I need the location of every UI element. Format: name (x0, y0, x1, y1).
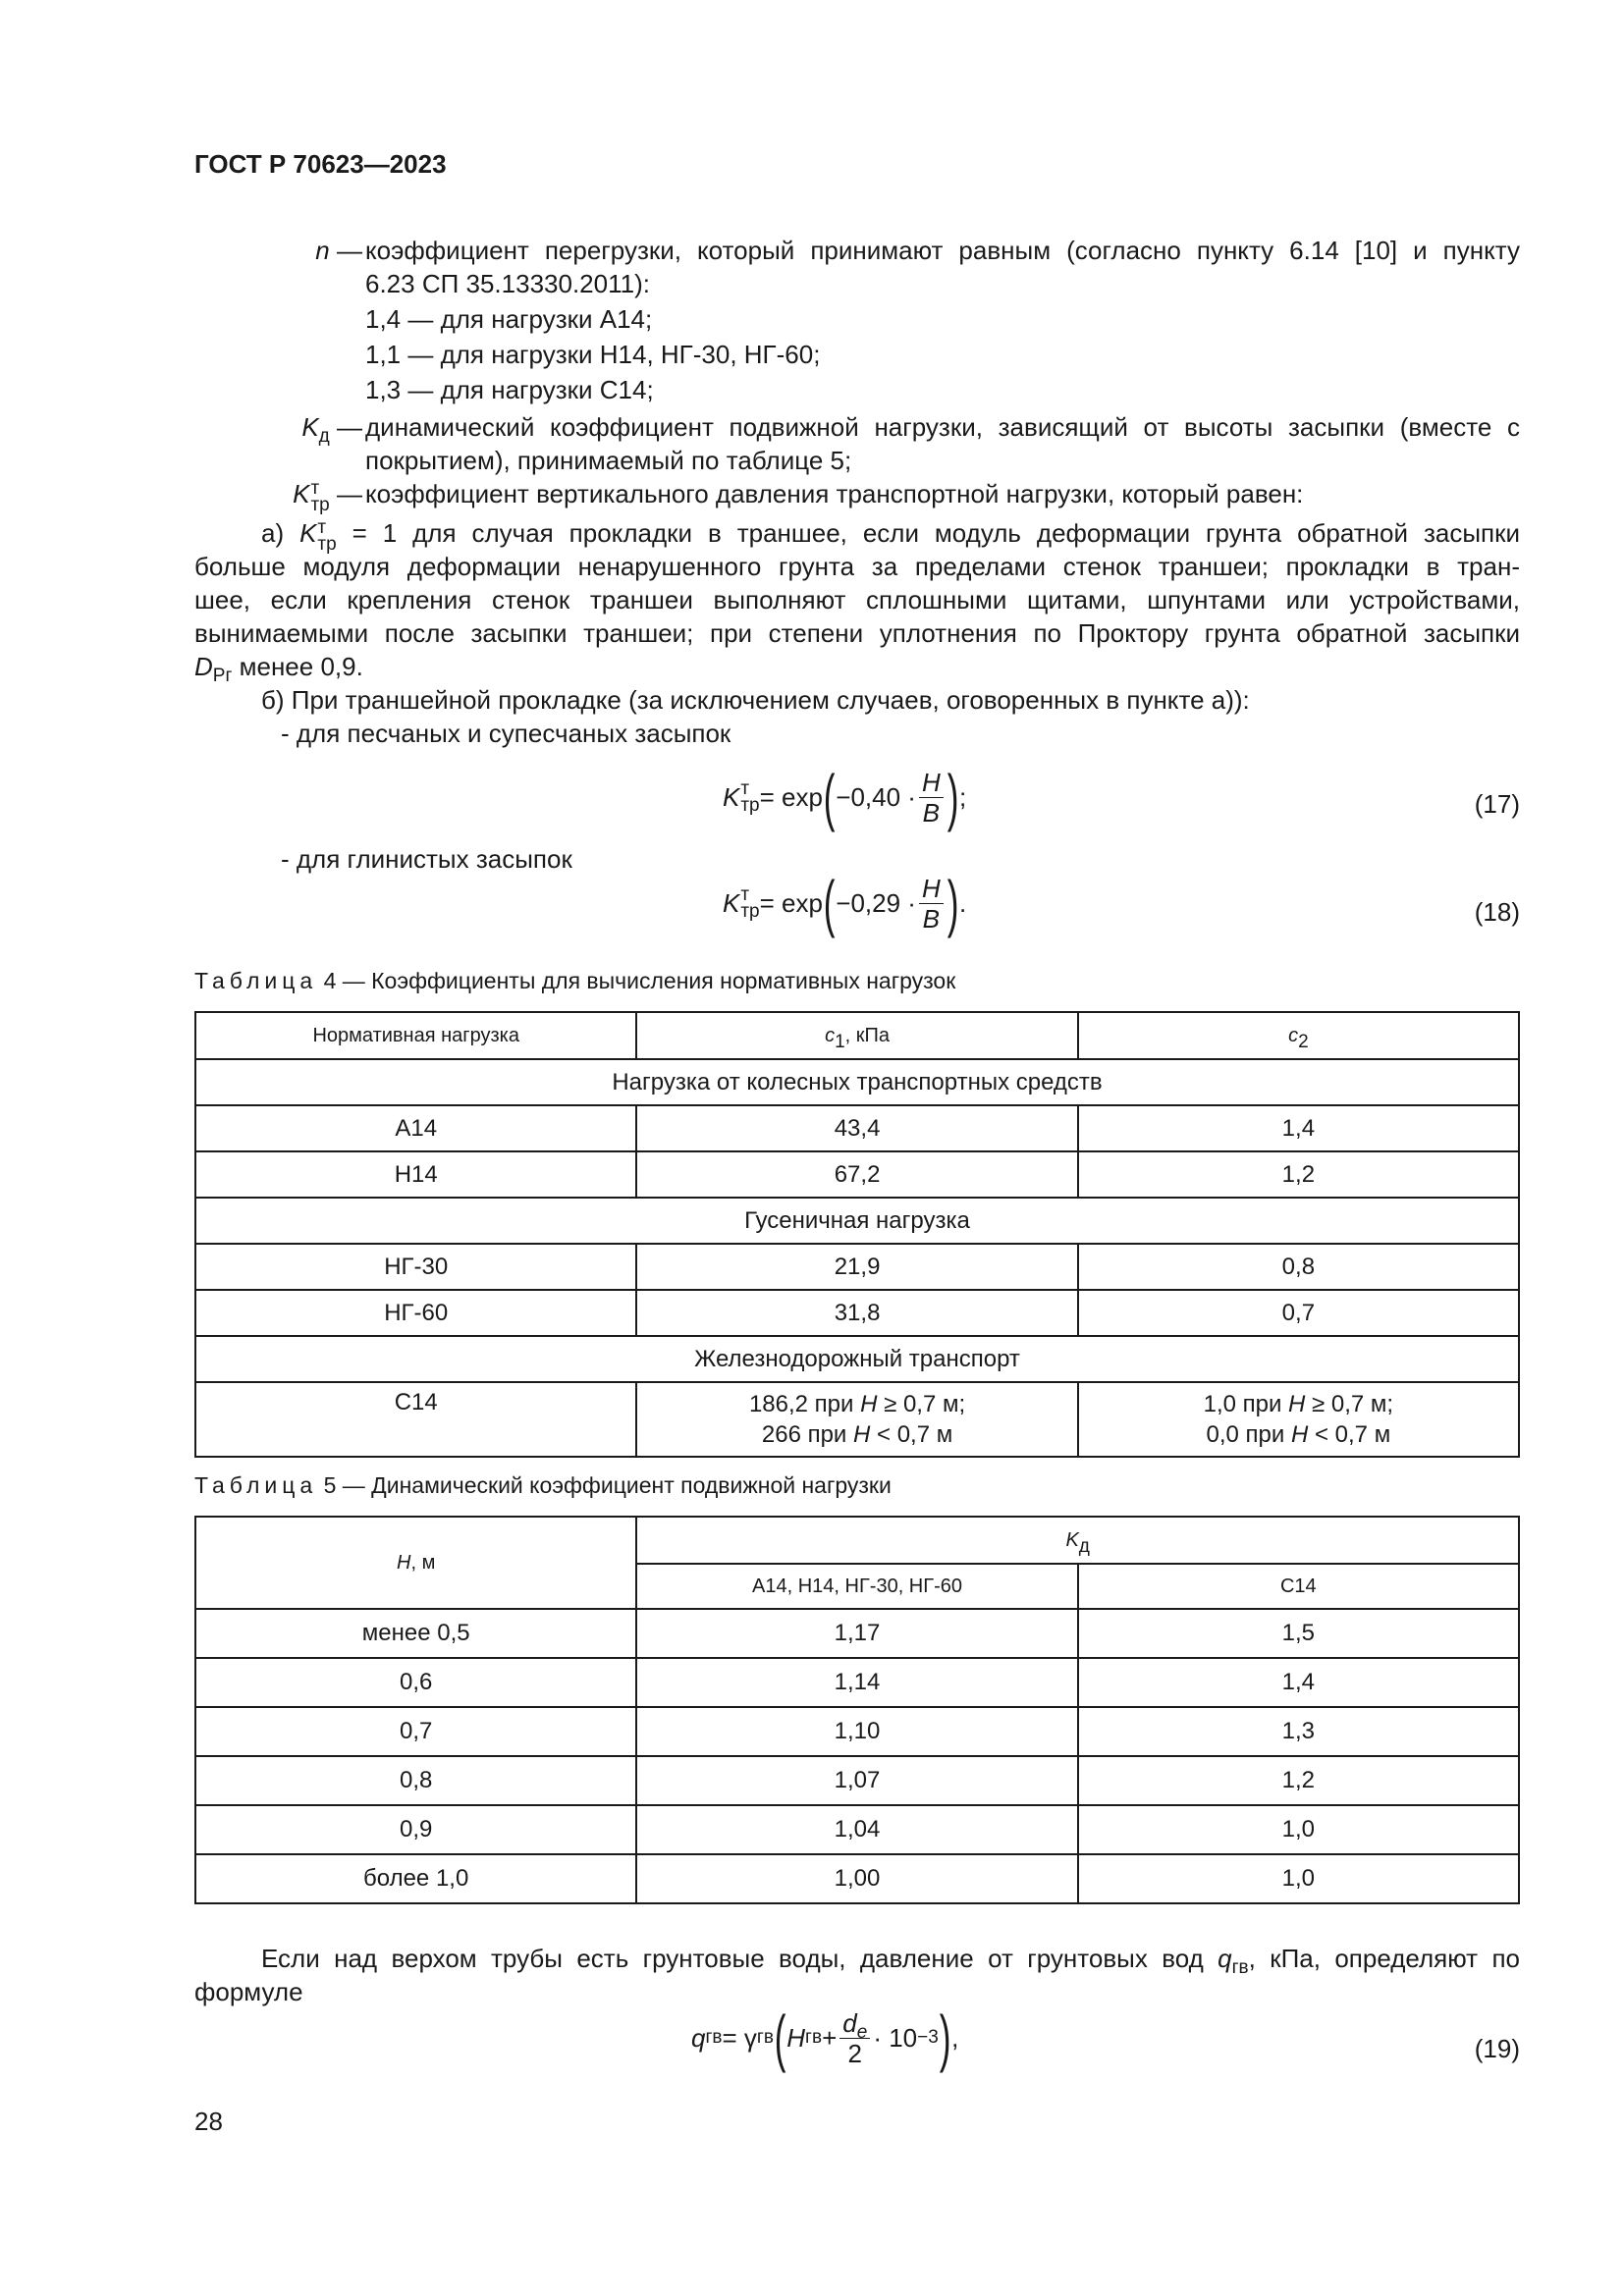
table5-header-kd (636, 1517, 1519, 1564)
eq-number-19: (19) (1474, 2034, 1520, 2063)
n-item-3: 1,3 — для нагрузки С14; (365, 375, 654, 404)
table5-cell-kd2: 1,2 (1078, 1756, 1519, 1805)
table4-cell-c1: 21,9 (636, 1244, 1077, 1290)
table-row (195, 1756, 1519, 1805)
f18-k: K (723, 887, 740, 918)
table4-cell-load: Н14 (195, 1151, 636, 1198)
c14-c1-l1b: ≥ 0,7 м; (877, 1391, 966, 1417)
kd-symbol: K (301, 412, 319, 442)
table4-cell-load: НГ-60 (195, 1290, 636, 1336)
table5-header-col2: С14 (1078, 1564, 1519, 1609)
table5-cell-kd2: 1,0 (1078, 1805, 1519, 1854)
f18-sup: т (740, 884, 750, 905)
table5-cell-kd1: 1,17 (636, 1609, 1077, 1658)
table4-section-row (195, 1336, 1519, 1382)
table4-cell-c1: 43,4 (636, 1105, 1077, 1151)
formula-19: q гв = γ гв ( H гв + $\frac{d_e}{2}$ · 10 −3 ) , (691, 2002, 959, 2073)
f18-tail: . (959, 887, 967, 918)
table5-cell-kd1: 1,14 (636, 1658, 1077, 1707)
table-row (195, 1805, 1519, 1854)
f19-fraction (839, 2008, 870, 2068)
f18-sub: тр (740, 901, 760, 922)
table4-cell-c1 (636, 1382, 1077, 1457)
f17-num: H (919, 768, 944, 798)
table4-cell-load: А14 (195, 1105, 636, 1151)
ktr-definition: коэффициент вертикального давления транспортной нагрузки, который равен: (365, 479, 1304, 508)
table4-cell-c2 (1078, 1382, 1519, 1457)
f17-eq: = exp (759, 781, 823, 812)
table4-cell-c2: 1,2 (1078, 1151, 1519, 1198)
ktr-dash: — (329, 479, 362, 508)
document-header: ГОСТ Р 70623—2023 (194, 149, 447, 179)
c14-c1-line1 (643, 1389, 1070, 1419)
h-symbol: H (397, 1551, 411, 1574)
para-a-line1 (261, 516, 1520, 553)
ktr-sup: т (310, 478, 320, 499)
table-row (195, 1382, 1519, 1457)
table4-cell-c1: 67,2 (636, 1151, 1077, 1198)
table5-cell-kd2: 1,4 (1078, 1658, 1519, 1707)
table4-cell-c2: 1,4 (1078, 1105, 1519, 1151)
table4-header-c2 (1078, 1012, 1519, 1059)
c1-sub: 1 (835, 1031, 845, 1052)
table5-cell-h: 0,8 (195, 1756, 636, 1805)
para-a-line5 (194, 650, 363, 686)
table4-section-row (195, 1059, 1519, 1105)
table-5 (194, 1516, 1520, 1904)
clay-label: - для глинистых засыпок (281, 844, 572, 874)
f18-fraction (919, 874, 944, 934)
f19-d-sub: e (856, 2021, 868, 2043)
table4-section-rail: Железнодорожный транспорт (195, 1336, 1519, 1382)
para-a-line1-text: = 1 для случая прокладки в траншее, если модуль деформации грунта обратной засыпки (336, 518, 1520, 548)
table5-caption-text: 5 — Динамический коэффициент подвижной нагрузки (317, 1472, 892, 1498)
c14-c2-l2b: < 0,7 м (1308, 1421, 1391, 1448)
f18-paren-open: ( (823, 868, 836, 938)
sand-label: - для песчаных и супесчаных засыпок (281, 719, 731, 748)
f19-num (839, 2007, 870, 2043)
table-row (195, 1290, 1519, 1336)
n-item-2: 1,1 — для нагрузки Н14, НГ-30, НГ-60; (365, 340, 821, 369)
f19-d: d (842, 2007, 857, 2038)
f19-paren-open: ( (774, 2002, 786, 2073)
table5-cell-h: 0,6 (195, 1658, 636, 1707)
n-definition-line2: 6.23 СП 35.13330.2011): (365, 269, 650, 298)
table-row (195, 1105, 1519, 1151)
table-row (195, 1658, 1519, 1707)
f19-q: q (691, 2022, 706, 2053)
table5-cell-h: менее 0,5 (195, 1609, 636, 1658)
groundwater-q: q (1218, 1944, 1232, 1973)
n-symbol: n (315, 236, 330, 265)
f17-k: K (723, 781, 740, 812)
para-a-line3: шее, если крепления стенок траншеи выполняют сплошными щитами, шпунтами или устройствами, (194, 585, 1520, 614)
table5-header-h (195, 1517, 636, 1609)
c14-c2-l1a: 1,0 при (1203, 1391, 1289, 1417)
groundwater-line2: формуле (194, 1977, 303, 2006)
h-unit: , м (410, 1551, 436, 1574)
f17-den: B (922, 797, 940, 828)
table4-cell-c1: 31,8 (636, 1290, 1077, 1336)
f17-paren-close: ) (947, 762, 959, 832)
kd-subscript: д (318, 426, 330, 447)
table4-cell-c2: 0,8 (1078, 1244, 1519, 1290)
para-a-k-sup: т (317, 517, 327, 538)
para-a-k-sub: тр (317, 534, 337, 555)
table4-cell-load: С14 (195, 1382, 636, 1457)
f17-sub: тр (740, 795, 760, 816)
kd-header-sub: д (1078, 1535, 1090, 1557)
table4-section-row (195, 1198, 1519, 1244)
c2-symbol: c (1288, 1024, 1299, 1046)
eq-number-18: (18) (1474, 897, 1520, 927)
c1-symbol: c (825, 1024, 836, 1046)
table4-caption (194, 968, 955, 994)
c1-unit: , кПа (844, 1024, 891, 1046)
f17-fraction (919, 768, 944, 828)
c14-c2-line1 (1085, 1389, 1512, 1419)
table5-cell-kd2: 1,3 (1078, 1707, 1519, 1756)
kd-definition-line2: покрытием), принимаемый по таблице 5; (365, 446, 852, 475)
f19-den: 2 (847, 2038, 863, 2068)
table4-section-tracked: Гусеничная нагрузка (195, 1198, 1519, 1244)
kd-term (194, 410, 362, 447)
para-a-line5-text: менее 0,9. (232, 652, 363, 681)
table4-header-c1 (636, 1012, 1077, 1059)
f17-sup: т (740, 778, 750, 799)
c14-c2-l1b: ≥ 0,7 м; (1305, 1391, 1394, 1417)
ktr-sub: тр (310, 495, 330, 515)
proctor-d-symbol: D (194, 652, 213, 681)
n-term (194, 234, 362, 267)
n-dash: — (329, 236, 362, 265)
table5-cell-kd1: 1,00 (636, 1854, 1077, 1903)
n-definition-line1: коэффициент перегрузки, который принимают равным (согласно пункту 6.14 [10] и пункту (365, 236, 1520, 265)
table4-caption-text: 4 — Коэффициенты для вычисления нормативных нагрузок (317, 968, 956, 993)
para-a-prefix: а) (261, 518, 300, 548)
f18-eq: = exp (759, 887, 823, 918)
table4-header-load: Нормативная нагрузка (195, 1012, 636, 1059)
c14-c2-line2 (1085, 1419, 1512, 1450)
para-a-line2: больше модуля деформации ненарушенного грунта за пределами стенок траншеи; прокладки в тран- (194, 552, 1520, 581)
c14-c2-l2a: 0,0 при (1206, 1421, 1291, 1448)
f19-mult: · 10 (873, 2022, 918, 2053)
table4-cell-load: НГ-30 (195, 1244, 636, 1290)
page-number: 28 (194, 2107, 223, 2136)
table4-cell-c2: 0,7 (1078, 1290, 1519, 1336)
table5-cell-kd1: 1,07 (636, 1756, 1077, 1805)
table-4 (194, 1011, 1520, 1458)
table-row (195, 1707, 1519, 1756)
f19-h: H (786, 2022, 806, 2053)
c14-c1-l2b: < 0,7 м (870, 1421, 953, 1448)
para-a-k: K (299, 518, 317, 548)
c2-sub: 2 (1298, 1031, 1309, 1052)
table4-caption-word: Таблица (194, 968, 318, 993)
c14-c1-l2a: 266 при (761, 1421, 854, 1448)
f17-tail: ; (959, 781, 967, 812)
c14-c1-l1a: 186,2 при (748, 1391, 861, 1417)
ktr-term (194, 477, 362, 513)
ktr-symbol: K (293, 479, 310, 508)
kd-dash: — (329, 412, 362, 442)
groundwater-q-sub: гв (1231, 1957, 1249, 1978)
f18-den: B (922, 903, 940, 934)
formula-17 (723, 762, 967, 832)
f18-paren-close: ) (947, 868, 959, 938)
kd-definition-line1: динамический коэффициент подвижной нагрузки, зависящий от высоты засыпки (вместе с (365, 412, 1520, 442)
table5-cell-h: 0,7 (195, 1707, 636, 1756)
table4-section-wheeled: Нагрузка от колесных транспортных средств (195, 1059, 1519, 1105)
f19-plus: + (822, 2022, 838, 2053)
formula-18 (723, 868, 967, 938)
table5-header-col1: А14, Н14, НГ-30, НГ-60 (636, 1564, 1077, 1609)
table5-header-row (195, 1517, 1519, 1564)
f17-paren-open: ( (823, 762, 836, 832)
f17-coef: −0,40 · (836, 781, 916, 812)
table-row (195, 1244, 1519, 1290)
para-a-line4: вынимаемыми после засыпки траншеи; при степени уплотнения по Проктору грунта обратной засыпки (194, 618, 1520, 648)
f19-tail: , (951, 2022, 959, 2053)
groundwater-line1 (261, 1942, 1520, 1978)
table5-caption (194, 1472, 892, 1499)
proctor-d-sub: Pг (212, 666, 233, 686)
table-row (195, 1854, 1519, 1903)
table5-cell-kd2: 1,0 (1078, 1854, 1519, 1903)
para-b: б) При траншейной прокладке (за исключением случаев, оговоренных в пункте а)): (261, 685, 1250, 715)
f19-paren-close: ) (939, 2002, 951, 2073)
groundwater-text-b: , кПа, определяют по (1248, 1944, 1520, 1973)
table4-header-row (195, 1012, 1519, 1059)
f18-num: H (919, 874, 944, 904)
table5-cell-kd2: 1,5 (1078, 1609, 1519, 1658)
c14-c2-l1h: H (1288, 1391, 1306, 1417)
n-item-1: 1,4 — для нагрузки А14; (365, 304, 653, 334)
eq-number-17: (17) (1474, 789, 1520, 819)
table5-cell-h: более 1,0 (195, 1854, 636, 1903)
c14-c2-l2h: H (1290, 1421, 1309, 1448)
c14-c1-l2h: H (853, 1421, 871, 1448)
table-row (195, 1609, 1519, 1658)
table5-cell-kd1: 1,10 (636, 1707, 1077, 1756)
kd-header-symbol: K (1065, 1528, 1079, 1551)
f18-coef: −0,29 · (836, 887, 916, 918)
table-row (195, 1151, 1519, 1198)
table5-caption-word: Таблица (194, 1472, 318, 1498)
c14-c1-line2 (643, 1419, 1070, 1450)
c14-c1-l1h: H (860, 1391, 878, 1417)
table5-cell-h: 0,9 (195, 1805, 636, 1854)
f19-eq: = γ (722, 2022, 757, 2053)
groundwater-text-a: Если над верхом трубы есть грунтовые воды, давление от грунтовых вод (261, 1944, 1218, 1973)
table5-cell-kd1: 1,04 (636, 1805, 1077, 1854)
